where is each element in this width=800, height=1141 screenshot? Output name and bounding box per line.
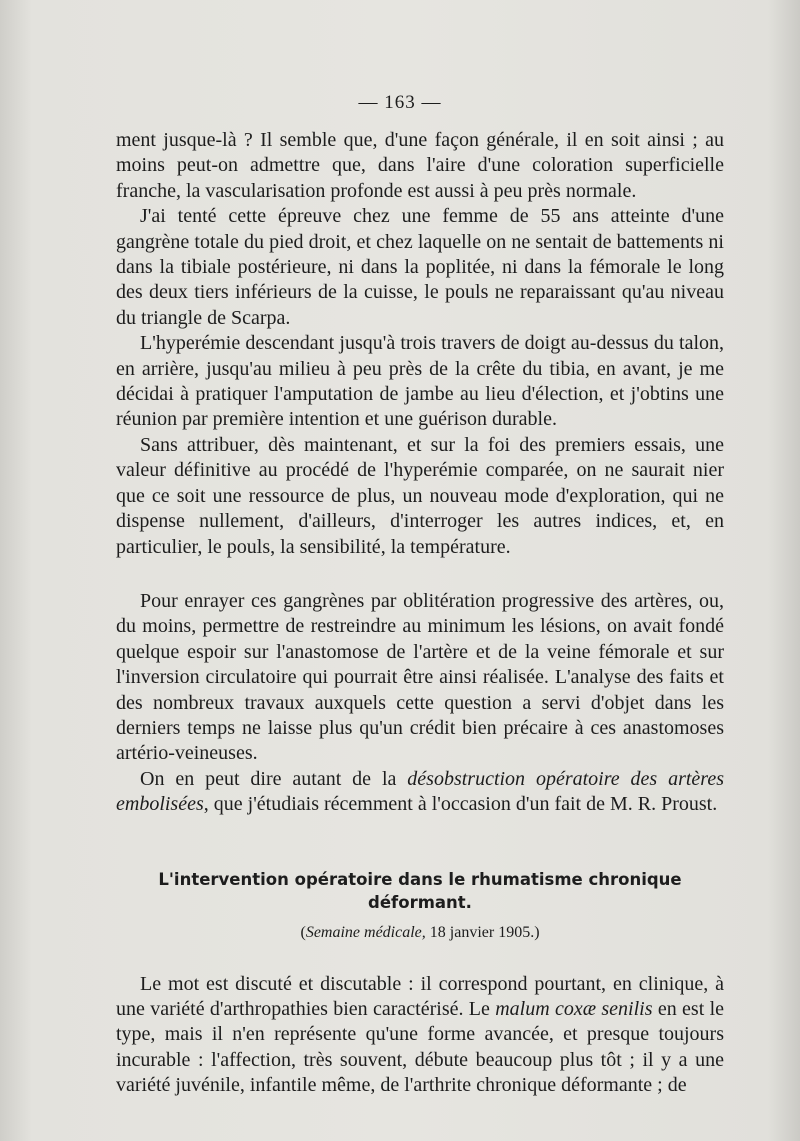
section-heading (116, 868, 724, 914)
paragraph (116, 972, 724, 1099)
paragraph-text: On en peut dire autant de la (140, 767, 408, 790)
paragraph-text: , que j'étudiais récemment à l'occasion d'un fait de M. R. Proust. (203, 793, 718, 816)
page-body (116, 128, 724, 1099)
italic-phrase: malum coxæ senilis (495, 997, 653, 1020)
paragraph (116, 767, 724, 818)
paragraph: ment jusque-là ? Il semble que, d'une façon générale, il en soit ainsi ; au moins peut-on admettre que, dans l'aire d'une coloration superficielle franche, la vascularisation profonde est aussi à peu près normale. (116, 129, 724, 202)
paragraph-text: en est le type, mais il n'en représente qu'une forme avancée, et presque toujours incurable : l'affection, très souvent, débute beaucoup plus tôt ; il y a une variété juvénile, infantile même, de l'arthrite chronique déformante ; de (116, 997, 725, 1097)
paragraph: Pour enrayer ces gangrènes par oblitération progressive des artères, ou, du moins, permettre de restreindre au minimum les lésions, on avait fondé quelque espoir sur l'anastomose de l'artère et de la veine fémorale et sur l'inversion circulatoire qui pourrait être ainsi réalisée. L'analyse des faits et des nombreux travaux auxquels cette question a servi d'objet dans les derniers temps ne laisse plus qu'un crédit bien précaire à ces anastomoses artério-veineuses. (116, 589, 724, 765)
italic-phrase: désobstruction opératoire des artères embolisées (116, 767, 725, 816)
citation-date: 18 janvier 1905.) (425, 923, 540, 941)
citation-paren: ( (300, 923, 306, 941)
section-heading-line: déformant. (368, 892, 472, 912)
paragraph: Sans attribuer, dès maintenant, et sur la foi des premiers essais, une valeur définitive au procédé de l'hyperémie comparée, on ne saurait nier que ce soit une ressource de plus, un nouveau mode d'exploration, qui ne dispense nullement, d'ailleurs, d'interroger les autres indices, et, en particulier, le pouls, la sensibilité, la température. (116, 433, 724, 558)
citation-journal: Semaine médicale, (305, 923, 426, 941)
source-citation (116, 922, 724, 944)
page-number: — 163 — (358, 92, 442, 113)
paragraph: J'ai tenté cette épreuve chez une femme de 55 ans atteinte d'une gangrène totale du pied droit, et chez laquelle on ne sentait de battements ni dans la tibiale postérieure, ni dans la poplitée, ni dans la fémorale le long des deux tiers inférieurs de la cuisse, le pouls ne reparaissant qu'au niveau du triangle de Scarpa. (116, 205, 724, 329)
section-heading-line: L'intervention opératoire dans le rhumatisme chronique (158, 869, 682, 889)
paragraph: L'hyperémie descendant jusqu'à trois travers de doigt au-dessus du talon, en arrière, jusqu'au milieu à peu près de la crête du tibia, en avant, je me décidai à pratiquer l'amputation de jambe au lieu d'élection, et j'obtins une réunion par première intention et une guérison durable. (116, 332, 724, 431)
paragraph-text: Le mot est discuté et discutable : il correspond pourtant, en clinique, à une variété d'arthropathies bien caractérisé. Le (116, 972, 724, 1020)
